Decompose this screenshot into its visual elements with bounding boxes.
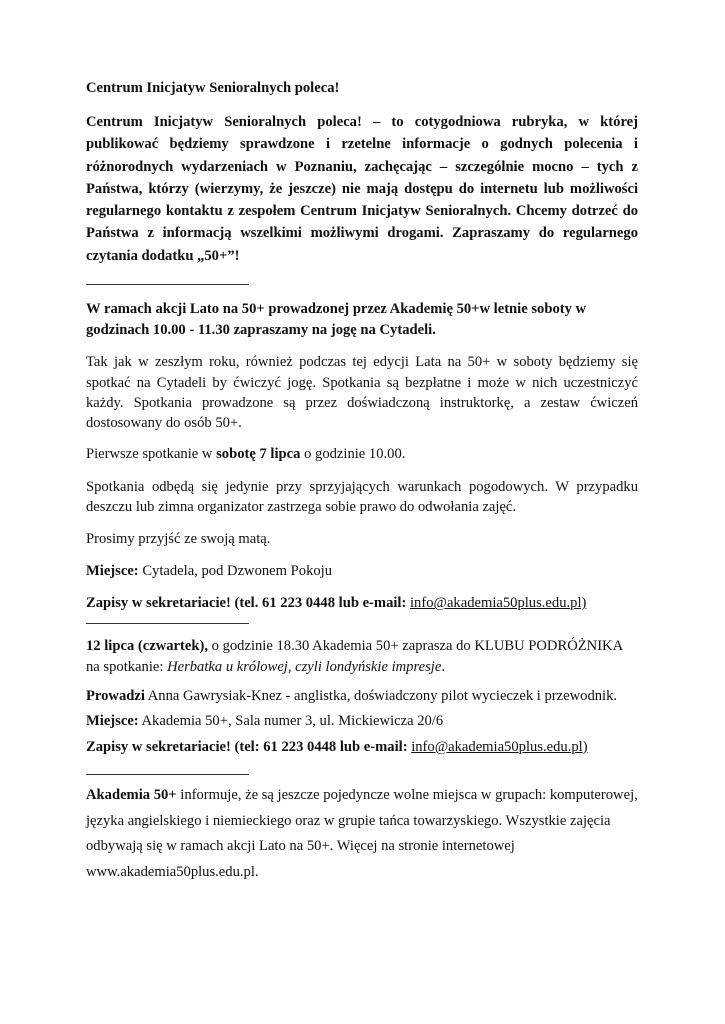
- club-place-value: Akademia 50+, Sala numer 3, ul. Mickiewicza 20/6: [138, 713, 444, 730]
- yoga-first-date: sobotę 7 lipca: [216, 446, 301, 463]
- club-host-label: Prowadzi: [86, 687, 145, 704]
- club-place: [86, 709, 638, 735]
- club-announcement: [86, 636, 638, 678]
- academy-notice: [86, 783, 638, 885]
- club-place-label: Miejsce:: [86, 713, 139, 730]
- club-signup-label: Zapisy w sekretariacie! (tel: 61 223 0448 lub e-mail:: [86, 738, 412, 755]
- intro-paragraph: Centrum Inicjatyw Senioralnych poleca! – to cotygodniowa rubryka, w której publikować będziemy sprawdzone i rzetelne informacje o godnych polecenia i różnorodnych wydarzeniach w Poznaniu, zachęcając – szczególnie mocno – tych z Państwa, którzy (wierzymy, że jeszcze) nie mają dostępu do internetu lub możliwości regularnego kontaktu z zespołem Centrum Inicjatyw Senioralnych. Chcemy dotrzeć do Państwa z informacją wszelkimi możliwymi drogami. Zapraszamy do regularnego czytania dodatku „50+”!: [86, 114, 638, 264]
- document-title: Centrum Inicjatyw Senioralnych poleca!: [86, 80, 340, 96]
- document-page: [86, 78, 638, 885]
- academy-name: Akademia 50+: [86, 787, 177, 804]
- yoga-first-meeting: [86, 444, 638, 464]
- club-date: 12 lipca (czwartek),: [86, 637, 208, 654]
- separator-2: [86, 623, 249, 624]
- yoga-first-suffix: o godzinie 10.00.: [300, 446, 406, 463]
- yoga-first-prefix: Pierwsze spotkanie w: [86, 446, 217, 463]
- yoga-signup-email-link[interactable]: info@akademia50plus.edu.pl): [410, 595, 587, 612]
- separator-1: [86, 284, 249, 285]
- yoga-mat-notice: Prosimy przyjść ze swoją matą.: [86, 530, 271, 547]
- yoga-place: [86, 561, 638, 581]
- club-signup-email-link[interactable]: info@akademia50plus.edu.pl): [411, 738, 588, 755]
- club-signup: [86, 735, 638, 761]
- yoga-signup: [86, 593, 638, 613]
- separator-3: [86, 774, 249, 775]
- yoga-signup-label: Zapisy w sekretariacie! (tel. 61 223 0448 lub e-mail:: [86, 595, 410, 612]
- yoga-description: Tak jak w zeszłym roku, również podczas tej edycji Lata na 50+ w soboty będziemy się spotkać na Cytadeli by ćwiczyć jogę. Spotkania są bezpłatne i może w nich uczestniczyć każdy. Spotkania prowadzone są przez doświadczoną instruktorkę, a zestaw ćwiczeń dostosowany do osób 50+.: [86, 354, 638, 432]
- yoga-place-value: Cytadela, pod Dzwonem Pokoju: [138, 563, 333, 580]
- yoga-place-label: Miejsce:: [86, 563, 139, 580]
- club-host: [86, 684, 638, 710]
- yoga-heading: W ramach akcji Lato na 50+ prowadzonej przez Akademię 50+w letnie soboty w godzinach 10.00 - 11.30 zapraszamy na jogę na Cytadeli.: [86, 301, 587, 339]
- academy-text: informuje, że są jeszcze pojedyncze wolne miejsca w grupach: komputerowej, języka angielskiego i niemieckiego oraz w grupie tańca towarzyskiego. Wszystkie zajęcia odbywają się w ramach akcji Lato na 50+. Więcej na stronie internetowej www.akademia50plus.edu.pl.: [86, 787, 638, 880]
- club-host-value: Anna Gawrysiak-Knez - anglistka, doświadczony pilot wycieczek i przewodnik.: [144, 687, 618, 704]
- club-text: o godzinie 18.30 Akademia 50+ zaprasza do KLUBU PODRÓŻNIKA na spotkanie:: [86, 637, 623, 675]
- club-talk-end: .: [441, 658, 445, 675]
- club-talk-title: Herbatka u królowej, czyli londyńskie impresje: [167, 658, 442, 675]
- yoga-weather-notice: Spotkania odbędą się jedynie przy sprzyjających warunkach pogodowych. W przypadku deszczu lub zimna organizator zastrzega sobie prawo do odwołania zajęć.: [86, 478, 638, 515]
